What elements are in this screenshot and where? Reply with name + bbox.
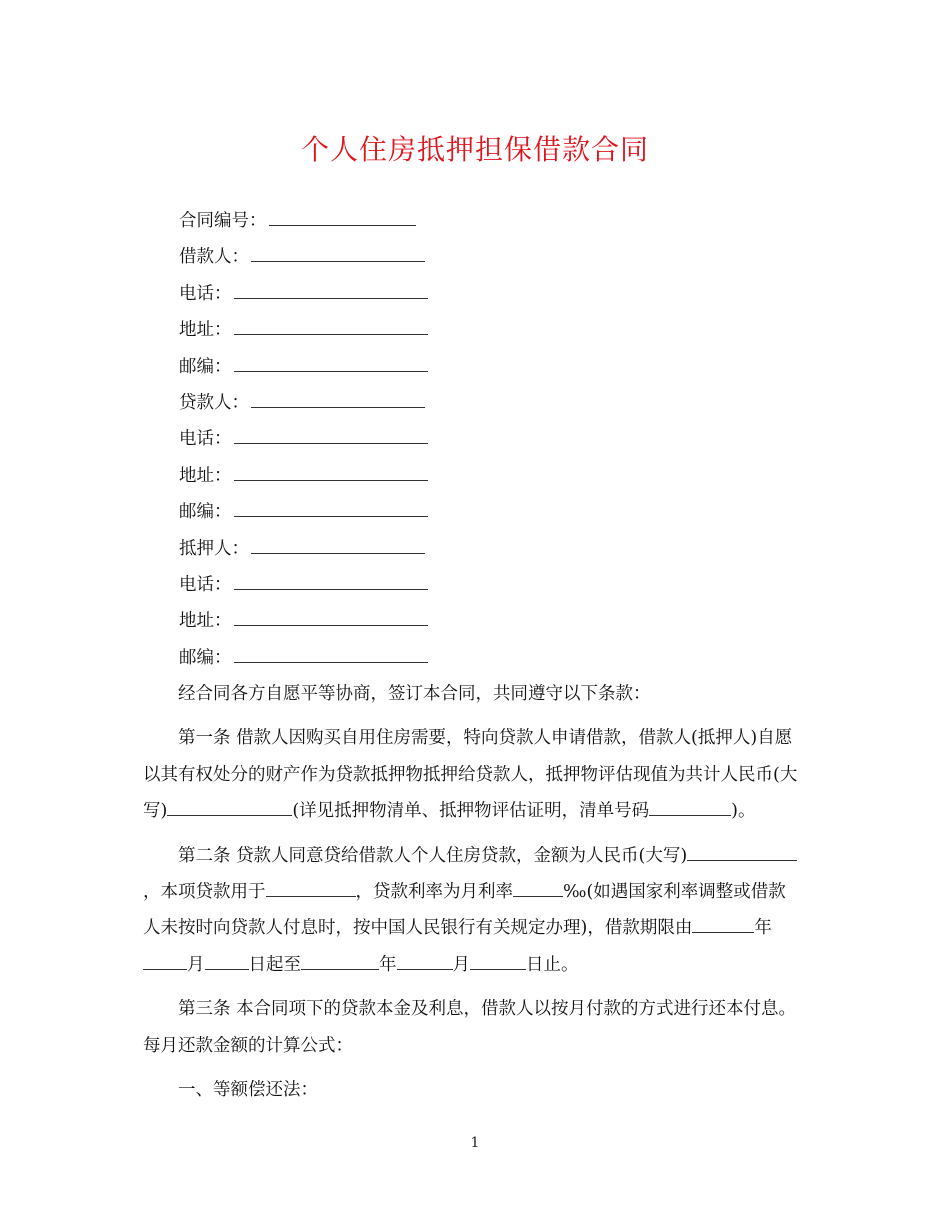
blank-line: [143, 949, 187, 970]
field-label: 地址：: [179, 611, 232, 632]
blank-line: [692, 912, 754, 933]
field-label: 邮编：: [179, 356, 232, 377]
lender-field: [179, 385, 428, 421]
field-label: 借款人：: [179, 247, 249, 268]
blank-line: [687, 840, 797, 861]
contract-number-field: [179, 203, 428, 239]
blank-line: [234, 640, 428, 663]
blank-line: [269, 203, 416, 226]
field-label: 抵押人：: [179, 538, 249, 559]
article-2-text: 月: [187, 954, 205, 975]
blank-line: [167, 795, 292, 816]
mortgagor-address-field: [179, 603, 428, 639]
field-label: 地址：: [179, 320, 232, 341]
field-label: 邮编：: [179, 647, 232, 668]
blank-line: [251, 531, 425, 554]
blank-line: [397, 949, 453, 970]
article-3: 第三条 本合同项下的贷款本金及利息，借款人以按月付款的方式进行还本付息。每月还款金额的计算公式：: [143, 999, 797, 1056]
blank-line: [301, 949, 379, 970]
field-label: 邮编：: [179, 502, 232, 523]
blank-line: [234, 494, 428, 517]
field-label: 电话：: [179, 574, 232, 595]
mortgagor-phone-field: [179, 567, 428, 603]
blank-line: [234, 458, 428, 481]
field-label: 地址：: [179, 465, 232, 486]
borrower-phone-field: [179, 276, 428, 312]
lender-phone-field: [179, 421, 428, 457]
blank-line: [251, 239, 425, 262]
article-2-text: 第二条 贷款人同意贷给借款人个人住房贷款，金额为人民币(大写): [178, 845, 688, 866]
article-2-text: 年: [379, 954, 397, 975]
borrower-address-field: [179, 312, 428, 348]
article-2-text: ，贷款利率为月利率: [355, 882, 513, 903]
blank-line: [649, 795, 731, 816]
article-1-text: 第一条 借款人因购买自用住房需要，特向贷款人申请借款，借款人(抵押人)自愿以其有权处分的财产作为贷款抵押物抵押给贷款人，抵押物评估现值为共计人民币(大写): [143, 728, 798, 822]
blank-line: [205, 949, 249, 970]
page-number: 1: [470, 1135, 480, 1151]
field-label: 贷款人：: [179, 392, 249, 413]
article-2-text: ‰(如遇国家利率调整或借款人未按时向贷款人付息时，按中国人民银行有关规定办理)，借款期限由: [143, 882, 786, 939]
party-fields: [179, 203, 428, 676]
blank-line: [234, 603, 428, 626]
article-1: [143, 720, 803, 829]
field-label: 电话：: [179, 429, 232, 450]
blank-line: [251, 385, 425, 408]
blank-line: [513, 876, 563, 897]
article-2-text: 日起至: [248, 954, 301, 975]
blank-line: [234, 312, 428, 335]
article-2: [143, 838, 803, 984]
article-2-text: ，本项贷款用于: [143, 882, 266, 903]
field-label: 合同编号：: [179, 211, 267, 231]
article-1-text: (详见抵押物清单、抵押物评估证明，清单号码: [292, 801, 650, 822]
contract-body: [143, 676, 803, 1108]
borrower-postcode-field: [179, 349, 428, 385]
intro-paragraph: 经合同各方自愿平等协商，签订本合同，共同遵守以下条款：: [178, 684, 651, 704]
article-2-text: 日止。: [526, 954, 579, 975]
mortgagor-field: [179, 531, 428, 567]
repayment-method-1: 一、等额偿还法：: [178, 1080, 318, 1101]
borrower-field: [179, 239, 428, 275]
blank-line: [234, 421, 428, 444]
article-1-text: )。: [731, 801, 756, 822]
blank-line: [266, 876, 356, 897]
article-2-text: 年: [754, 918, 772, 939]
lender-postcode-field: [179, 494, 428, 530]
blank-line: [234, 349, 428, 372]
field-label: 电话：: [179, 283, 232, 304]
mortgagor-postcode-field: [179, 640, 428, 676]
article-2-text: 月: [452, 954, 470, 975]
blank-line: [234, 276, 428, 299]
document-title: 个人住房抵押担保借款合同: [300, 133, 649, 166]
blank-line: [234, 567, 428, 590]
blank-line: [470, 949, 526, 970]
lender-address-field: [179, 458, 428, 494]
